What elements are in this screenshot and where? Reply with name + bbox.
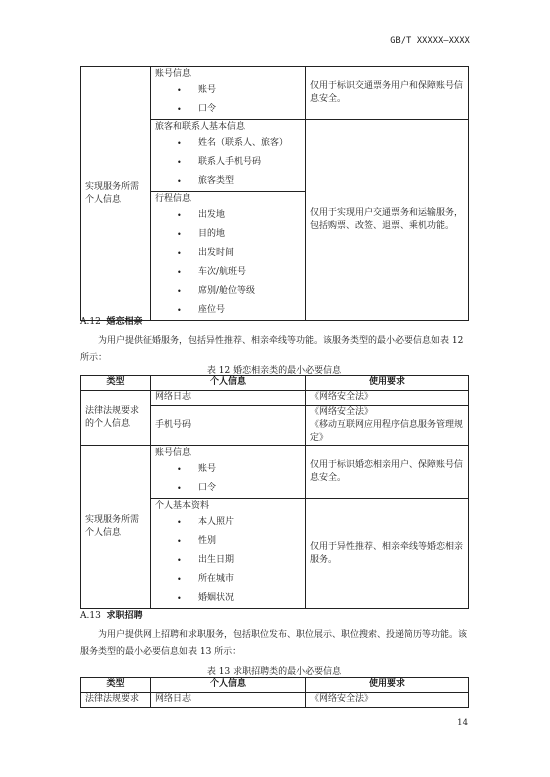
list-item: • 姓名（联系人、旅客） bbox=[155, 134, 301, 153]
category-cell: 法律法规要求 bbox=[81, 693, 151, 708]
list-item: • 旅客类型 bbox=[155, 172, 301, 191]
requirement-cell: 仅用于标识交通票务用户和保障账号信息安全。 bbox=[306, 67, 469, 120]
list-item: • 口令 bbox=[155, 100, 301, 119]
info-group-cell bbox=[151, 120, 306, 192]
info-group-cell bbox=[151, 499, 306, 609]
info-cell: 手机号码 bbox=[151, 406, 306, 446]
list-item: • 席别/舱位等级 bbox=[155, 282, 301, 301]
list-item: • 出生日期 bbox=[155, 551, 301, 570]
table-row bbox=[81, 391, 469, 406]
section-paragraph: 为用户提供网上招聘和求职服务，包括职位发布、职位展示、职位搜索、投递简历等功能。该服务类型的最小必要信息如表 13 所示： bbox=[80, 630, 468, 657]
requirement-cell: 《网络安全法》 bbox=[306, 693, 469, 708]
list-item: • 联系人手机号码 bbox=[155, 153, 301, 172]
column-header: 个人信息 bbox=[151, 678, 306, 693]
list-item: • 性别 bbox=[155, 532, 301, 551]
list-item: • 所在城市 bbox=[155, 570, 301, 589]
list-item: • 口令 bbox=[155, 479, 301, 498]
info-cell: 网络日志 bbox=[151, 693, 306, 708]
list-item: • 账号 bbox=[155, 81, 301, 100]
info-group-cell bbox=[151, 67, 306, 120]
requirement-cell bbox=[306, 406, 469, 446]
page-number: 14 bbox=[457, 718, 468, 728]
section-heading-a13 bbox=[80, 608, 143, 621]
table-caption: 表 12 婚恋相亲类的最小必要信息 bbox=[206, 366, 342, 376]
info-group-cell bbox=[151, 192, 306, 321]
document-code: GB/T XXXXX—XXXX bbox=[390, 36, 470, 46]
section-title: 婚恋相亲 bbox=[106, 317, 143, 327]
category-cell: 法律法规要求的个人信息 bbox=[81, 391, 151, 446]
requirement-line: 《移动互联网应用程序信息服务管理规定》 bbox=[310, 420, 464, 444]
table-row bbox=[81, 67, 469, 120]
column-header: 使用要求 bbox=[306, 678, 469, 693]
info-cell: 网络日志 bbox=[151, 391, 306, 406]
column-header: 使用要求 bbox=[306, 376, 469, 391]
group-title: 行程信息 bbox=[155, 194, 192, 205]
list-item: • 账号 bbox=[155, 460, 301, 479]
section-number: A.12 bbox=[80, 317, 101, 327]
requirement-cell: 仅用于标识婚恋相亲用户、保障账号信息安全。 bbox=[306, 446, 469, 499]
column-header: 类型 bbox=[81, 376, 151, 391]
list-item: • 座位号 bbox=[155, 301, 301, 320]
list-item: • 目的地 bbox=[155, 225, 301, 244]
list-item: • 出发时间 bbox=[155, 244, 301, 263]
group-title: 个人基本资料 bbox=[155, 501, 210, 512]
table-12 bbox=[80, 375, 469, 609]
requirement-cell: 《网络安全法》 bbox=[306, 391, 469, 406]
table-13 bbox=[80, 677, 469, 708]
table-header-row bbox=[81, 678, 469, 693]
requirement-line: 《网络安全法》 bbox=[310, 407, 374, 417]
category-cell: 实现服务所需个人信息 bbox=[81, 67, 151, 321]
table-row bbox=[81, 693, 469, 708]
list-item: • 本人照片 bbox=[155, 513, 301, 532]
column-header: 类型 bbox=[81, 678, 151, 693]
table-caption: 表 13 求职招聘类的最小必要信息 bbox=[206, 667, 342, 677]
column-header: 个人信息 bbox=[151, 376, 306, 391]
group-title: 账号信息 bbox=[155, 448, 192, 459]
requirement-cell: 仅用于实现用户交通票务和运输服务，包括购票、改签、退票、乘机功能。 bbox=[306, 120, 469, 321]
category-cell: 实现服务所需个人信息 bbox=[81, 446, 151, 609]
group-title: 账号信息 bbox=[155, 69, 192, 79]
list-item: • 婚姻状况 bbox=[155, 589, 301, 608]
section-number: A.13 bbox=[80, 611, 101, 621]
list-item: • 出发地 bbox=[155, 206, 301, 225]
section-paragraph: 为用户提供征婚服务，包括异性推荐、相亲牵线等功能。该服务类型的最小必要信息如表 12 所示： bbox=[80, 336, 464, 363]
requirement-cell: 仅用于异性推荐、相亲牵线等婚恋相亲服务。 bbox=[306, 499, 469, 609]
list-item: • 车次/航班号 bbox=[155, 263, 301, 282]
section-title: 求职招聘 bbox=[106, 611, 143, 621]
section-heading-a12 bbox=[80, 314, 143, 327]
group-title: 旅客和联系人基本信息 bbox=[155, 122, 246, 133]
table-row bbox=[81, 446, 469, 499]
table-11-continued bbox=[80, 66, 469, 321]
table-header-row bbox=[81, 376, 469, 391]
info-group-cell bbox=[151, 446, 306, 499]
